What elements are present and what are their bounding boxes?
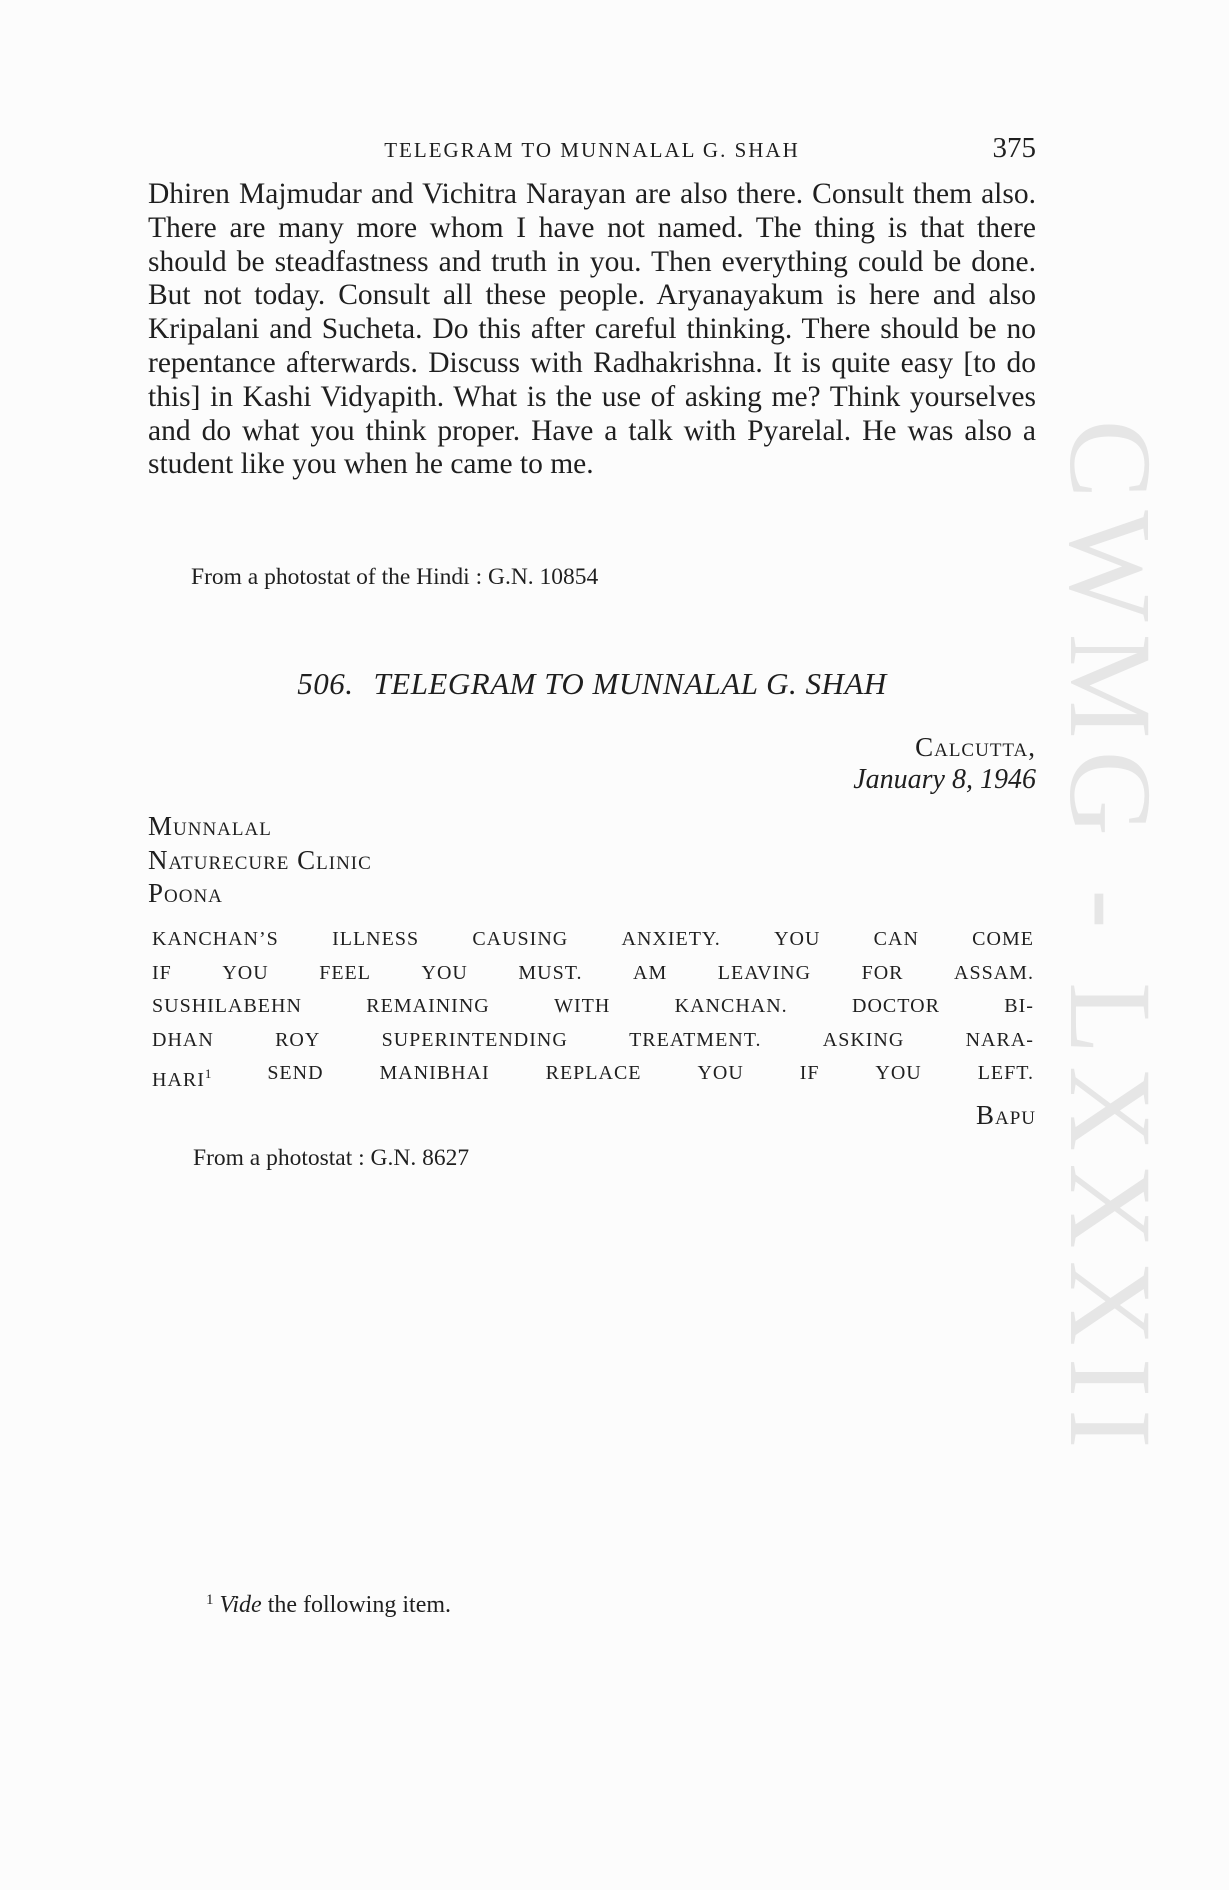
- telegram-word: FOR: [861, 961, 904, 984]
- telegram-word: LEFT.: [977, 1062, 1034, 1085]
- footnote-marker: 1: [206, 1592, 214, 1608]
- telegram-word: REMAINING: [366, 995, 490, 1018]
- telegram-word: SEND: [267, 1062, 324, 1085]
- telegram-footnote-marker: 1: [204, 1066, 212, 1082]
- telegram-word: YOU: [697, 1062, 744, 1085]
- telegram-line: [152, 1024, 1034, 1058]
- telegram-word: KANCHAN’S: [152, 928, 279, 950]
- article-title: TELEGRAM TO MUNNALAL G. SHAH: [373, 666, 887, 701]
- telegram-word: BI-: [1004, 995, 1034, 1018]
- page-number: 375: [992, 132, 1036, 164]
- telegram-word: FEEL: [319, 961, 371, 984]
- telegram-word: YOU: [421, 961, 468, 984]
- dateline-date: January 8, 1946: [853, 764, 1036, 795]
- telegram-word: CAN: [873, 928, 919, 950]
- telegram-word: LEAVING: [717, 961, 812, 984]
- telegram-word: YOU: [774, 928, 821, 950]
- telegram-word: YOU: [222, 961, 269, 984]
- article-number: 506.: [297, 666, 354, 701]
- telegram-word: COME: [972, 928, 1034, 950]
- telegram-word: TREATMENT.: [629, 1028, 762, 1051]
- telegram-line: [152, 957, 1034, 991]
- telegram-word: WITH: [554, 995, 611, 1018]
- telegram-word: YOU: [875, 1062, 922, 1085]
- footnote: [206, 1592, 451, 1619]
- telegram-line: [152, 990, 1034, 1024]
- running-title: TELEGRAM TO MUNNALAL G. SHAH: [384, 138, 800, 162]
- source-citation-telegram: From a photostat : G.N. 8627: [193, 1145, 470, 1171]
- telegram-word: DHAN: [152, 1028, 214, 1051]
- telegram-word-with-footnote: [152, 1057, 211, 1098]
- telegram-word: DOCTOR: [852, 995, 940, 1018]
- telegram-word: AM: [633, 961, 668, 984]
- address-name: Munnalal: [148, 811, 272, 841]
- telegram-word: SUSHILABEHN: [152, 995, 302, 1018]
- footnote-italic: Vide: [219, 1592, 262, 1618]
- body-paragraph: Dhiren Majmudar and Vichitra Narayan are also there. Consult them also. There are many more whom I have not named. The thing is that there should be steadfastness and truth in you. Then everything could be done. But not today. Consult all these people. Aryanayakum is here and also Kripalani and Sucheta. Do this after careful thinking. There should be no repentance afterwards. Discuss with Radhakrishna. It is quite easy [to do this] in Kashi Vidyapith. What is the use of asking me? Think yourselves and do what you think proper. Have a talk with Pyarelal. He was also a student like you when he came to me.: [148, 178, 1036, 481]
- address-block: [148, 810, 372, 911]
- source-citation: From a photostat of the Hindi : G.N. 10854: [191, 564, 599, 590]
- telegram-word: SUPERINTENDING: [381, 1028, 568, 1051]
- telegram-word: ANXIETY.: [621, 928, 721, 950]
- telegram-word: CAUSING: [472, 928, 569, 950]
- running-header: [148, 132, 1036, 172]
- address-city: Poona: [148, 878, 223, 908]
- telegram-word: ASKING: [822, 1028, 905, 1051]
- telegram-word: NARA-: [965, 1028, 1034, 1051]
- telegram-word: ROY: [275, 1028, 321, 1051]
- telegram-line: [152, 923, 1034, 957]
- telegram-word: MANIBHAI: [379, 1062, 490, 1085]
- telegram-word: REPLACE: [545, 1062, 642, 1085]
- telegram-word: MUST.: [518, 961, 583, 984]
- telegram-word: IF: [799, 1062, 820, 1085]
- address-institution: Naturecure Clinic: [148, 844, 372, 875]
- telegram-word: ILLNESS: [332, 928, 420, 950]
- telegram-text: [152, 923, 1034, 1098]
- signature: Bapu: [975, 1100, 1036, 1130]
- telegram-line: [152, 1057, 1034, 1098]
- watermark: CWMG - LXXXII: [1045, 419, 1176, 1461]
- telegram-word: IF: [152, 961, 172, 984]
- telegram-word: ASSAM.: [954, 961, 1034, 984]
- telegram-word: KANCHAN.: [674, 995, 788, 1018]
- dateline-place: Calcutta,: [915, 732, 1036, 762]
- article-heading: [148, 666, 1036, 702]
- telegram-word: HARI: [152, 1069, 205, 1092]
- footnote-text: the following item.: [261, 1592, 452, 1618]
